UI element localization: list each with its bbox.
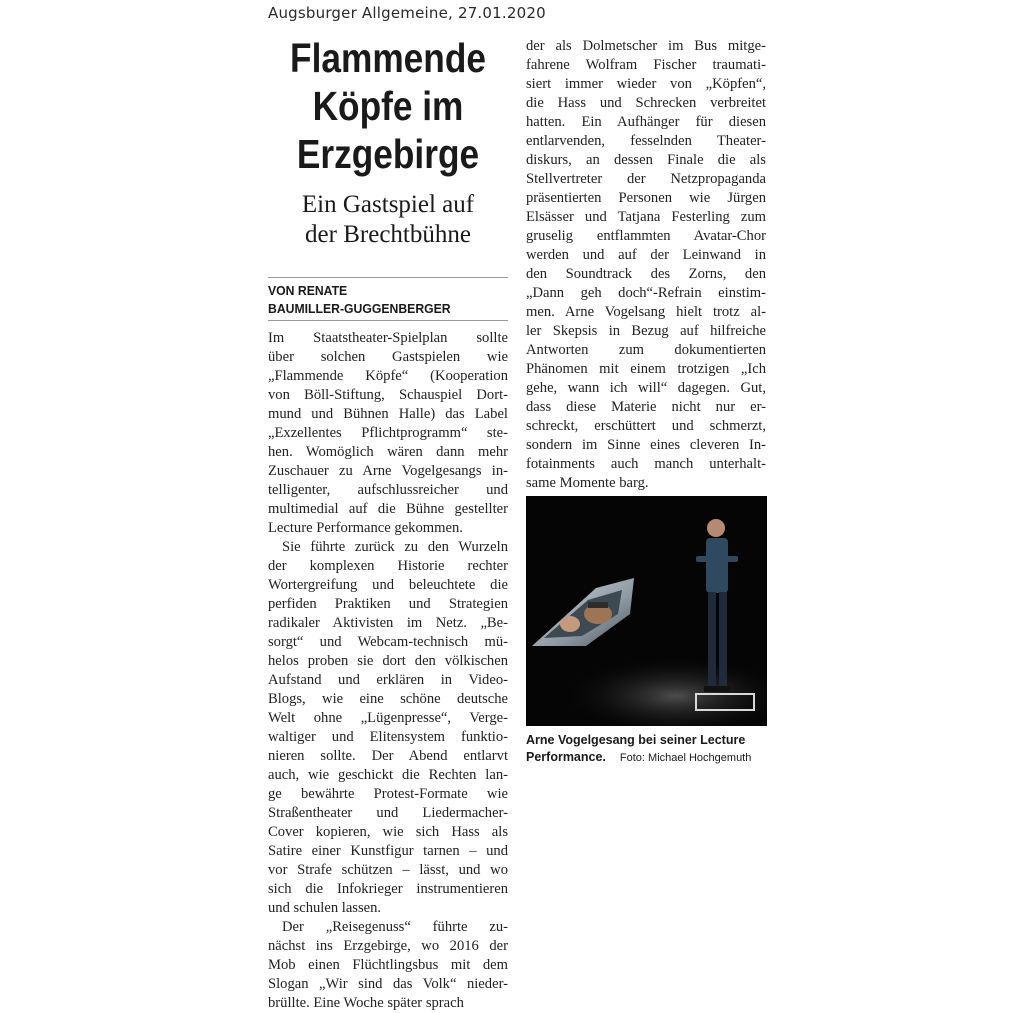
article-line: ler Skepsis in Bezug auf hilfreiche <box>526 323 766 339</box>
article-line: sich die Infokrieger instrumentieren <box>268 881 508 897</box>
article-line: präsentierten Personen wie Jürgen <box>526 190 766 206</box>
caption-text: Performance. <box>526 750 606 764</box>
article-line: Elsässer und Tatjana Festerling zum <box>526 209 766 225</box>
article-line: siert immer wieder von „Köpfen“, <box>526 76 766 92</box>
article-line: Wortergreifung und beleuchtete die <box>268 577 508 593</box>
article-line: helos proben sie dort den völkischen <box>268 653 508 669</box>
article-line: Straßentheater und Liedermacher- <box>268 805 508 821</box>
divider-rule <box>268 277 508 278</box>
article-line: Phänomen mit einem trotzigen „Ich <box>526 361 766 377</box>
article-line: und schulen lassen. <box>268 900 382 916</box>
article-line: mund und Bühnen Halle) das Label <box>268 406 508 422</box>
article-line: Antworten zum dokumentierten <box>526 342 766 358</box>
article-line: fahrene Wolfram Fischer traumati- <box>526 57 766 73</box>
article-line: hen. Womöglich wären dann mehr <box>268 444 508 460</box>
byline <box>268 282 494 318</box>
article-line: nächst ins Erzgebirge, wo 2016 der <box>268 938 508 954</box>
article-line: Der „Reisegenuss“ führte zu- <box>282 919 508 935</box>
article-line: telligenter, aufschlussreicher und <box>268 482 508 498</box>
article-line: sondern im Sinne eines cleveren In- <box>526 437 766 453</box>
photo-credit: Foto: Michael Hochgemuth <box>619 752 752 764</box>
article-line: vor Strafe schützen – lässt, und wo <box>268 862 508 878</box>
subheadline <box>268 190 508 250</box>
article-column-2 <box>526 37 766 493</box>
article-line: den Soundtrack des Zorns, den <box>526 266 766 282</box>
article-line: entlarvenden, fesselnden Theater- <box>526 133 766 149</box>
article-line: perfiden Praktiken und Strategien <box>268 596 508 612</box>
article-line: über solchen Gastspielen wie <box>268 349 508 365</box>
article-line: gehe, wann ich will“ dagegen. Gut, <box>526 380 766 396</box>
article-line: „Dann geh doch“-Refrain einstim- <box>526 285 766 301</box>
article-line: Satire einer Kunstfigur tarnen – und <box>268 843 508 859</box>
article-line: Slogan „Wir sind das Volk“ nieder- <box>268 976 508 992</box>
article-line: ge bewährte Protest-Formate wie <box>268 786 508 802</box>
headline-line: Erzgebirge <box>296 131 480 177</box>
article-line: Welt ohne „Lügenpresse“, Verge- <box>268 710 508 726</box>
article-line: der komplexen Historie rechter <box>268 558 508 574</box>
article-line: auch, wie geschickt die Rechten lan- <box>268 767 508 783</box>
stage-photo <box>526 496 767 726</box>
article-line: nieren sollte. Der Abend entlarvt <box>268 748 508 764</box>
article-line: Zuschauer zu Arne Vogelgesangs in- <box>268 463 508 479</box>
article-line: gruselig entflammten Avatar-Chor <box>526 228 766 244</box>
article-line: Lecture Performance gekommen. <box>268 520 463 536</box>
article-line: Cover kopieren, wie sich Hass als <box>268 824 508 840</box>
article-line: Sie führte zurück zu den Wurzeln <box>282 539 508 555</box>
article-line: hatten. Ein Aufhänger für diesen <box>526 114 766 130</box>
article-line: der als Dolmetscher im Bus mitge- <box>526 38 766 54</box>
article-line: schreckt, erschüttert und schmerzt, <box>526 418 766 434</box>
article-line: same Momente barg. <box>526 475 649 491</box>
subheadline-line: Ein Gastspiel auf <box>301 191 475 218</box>
article-line: radikaler Aktivisten im Netz. „Be- <box>268 615 508 631</box>
article-line: „Exzellentes Pflichtprogramm“ ste- <box>268 425 508 441</box>
article-line: fotainments auch manch unterhalt- <box>526 456 766 472</box>
article-line: multimedial auf die Bühne gestellter <box>268 501 508 517</box>
article-line: Blogs, wie eine schöne deutsche <box>268 691 508 707</box>
subheadline-line: der Brechtbühne <box>305 221 471 248</box>
byline-line: VON RENATE <box>268 283 348 298</box>
photo-caption <box>526 732 776 767</box>
headline-line: Flammende <box>290 35 486 81</box>
article-line: werden und auf der Leinwand in <box>526 247 766 263</box>
article-line: Mob einen Flüchtlingsbus mit dem <box>268 957 508 973</box>
article-column-1 <box>268 329 508 1013</box>
article-line: Aufstand und erklären in Video- <box>268 672 508 688</box>
caption-text: Arne Vogelgesang bei seiner Lecture <box>526 733 746 747</box>
article-line: sorgt“ und Webcam-technisch mü- <box>268 634 508 650</box>
article-line: die Hass und Schrecken verbreitet <box>526 95 766 111</box>
article-line: dass diese Materie nicht nur er- <box>526 399 766 415</box>
newspaper-source: Augsburger Allgemeine, 27.01.2020 <box>268 4 546 22</box>
headline <box>285 34 491 178</box>
article-line: waltiger und Elitensystem funktio- <box>268 729 508 745</box>
divider-rule <box>268 320 508 321</box>
stage-photo-image <box>526 496 767 726</box>
article-line: Stellvertreter der Netzpropaganda <box>526 171 766 187</box>
article-line: diskurs, an dessen Finale die als <box>526 152 766 168</box>
article-line: brüllte. Eine Woche später sprach <box>268 995 464 1011</box>
article-line: „Flammende Köpfe“ (Kooperation <box>268 368 508 384</box>
article-line: von Böll-Stiftung, Schauspiel Dort- <box>268 387 508 403</box>
headline-line: Köpfe im <box>312 83 464 129</box>
headline-block <box>268 34 508 250</box>
article-line: Im Staatstheater-Spielplan sollte <box>268 330 508 346</box>
article-line: men. Arne Vogelsang hielt trotz al- <box>526 304 766 320</box>
byline-line: BAUMILLER-GUGGENBERGER <box>268 301 451 316</box>
